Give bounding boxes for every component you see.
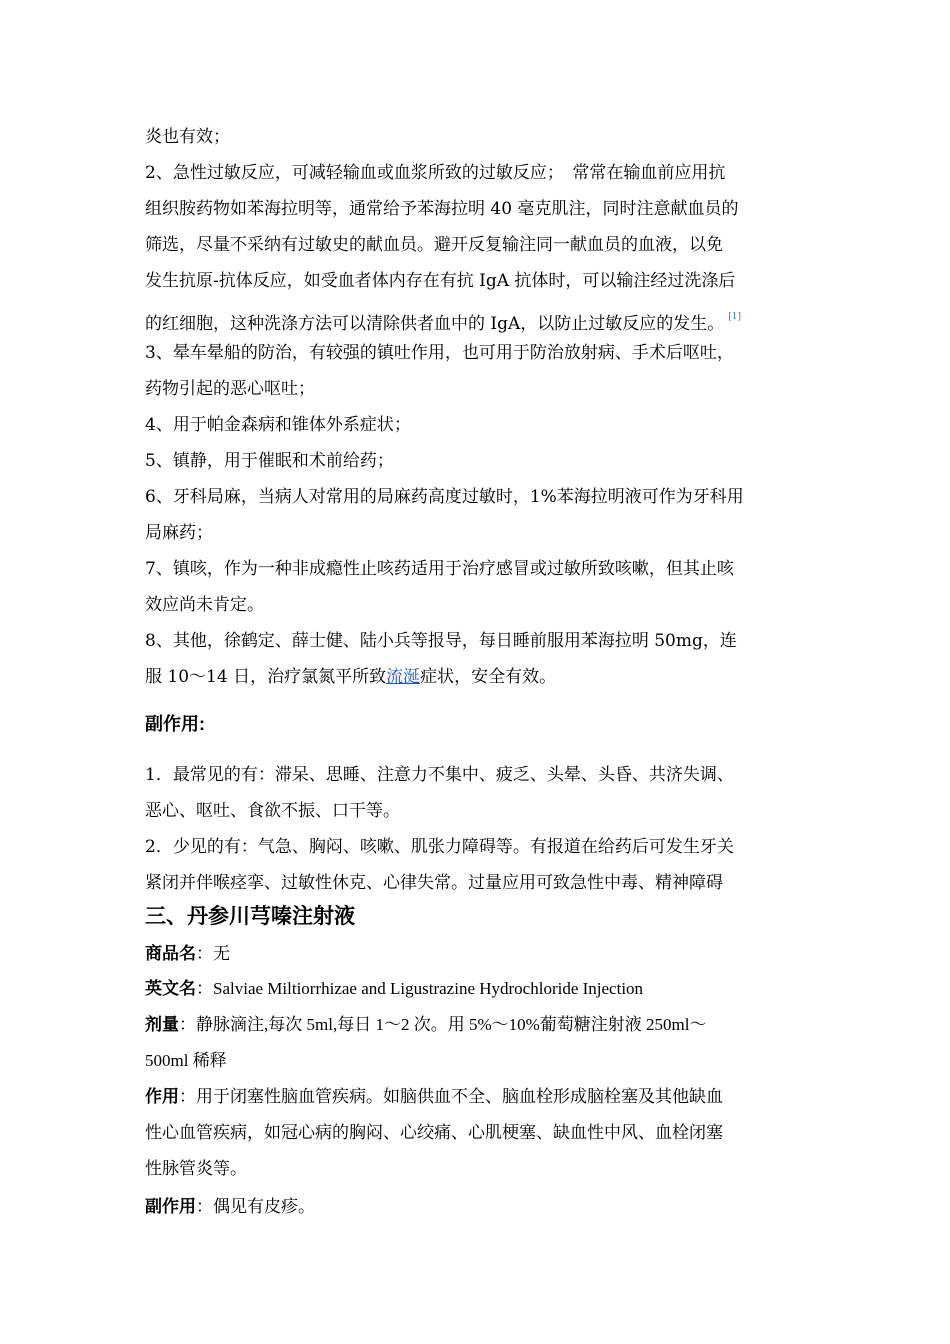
action-line1: ：用于闭塞性脑血管疾病。如脑供血不全、脑血栓形成脑栓塞及其他缺血 — [179, 1087, 723, 1107]
uses-item7-line: 7、镇咳，作为一种非成瘾性止咳药适用于治疗感冒或过敏所致咳嗽，但其止咳 — [145, 559, 734, 579]
uses-item8-line2 — [145, 659, 810, 695]
action-line2: 性心血管疾病，如冠心病的胸闷、心绞痛、心肌梗塞、缺血性中风、血栓闭塞 — [145, 1123, 723, 1143]
uses-section — [145, 119, 810, 695]
uses-item8-text-post: 症状，安全有效。 — [420, 667, 557, 687]
drug3-side-label: 副作用 — [145, 1197, 196, 1216]
uses-item2-last-text: 的红细胞，这种洗涤方法可以清除供者血中的 IgA，以防止过敏反应的发生。 — [145, 314, 725, 334]
uses-item2-line: 筛选，尽量不采纳有过敏史的献血员。避开反复输注同一献血员的血液，以免 — [145, 235, 723, 255]
uses-item6-line: 局麻药； — [145, 523, 213, 543]
action-line3: 性脉管炎等。 — [145, 1159, 247, 1179]
side-effects-item1-line: 恶心、呕吐、食欲不振、口干等。 — [145, 801, 400, 821]
trade-name-value: ：无 — [196, 944, 230, 964]
uses-item7-line: 效应尚未肯定。 — [145, 595, 264, 615]
uses-item1-tail: 炎也有效； — [145, 127, 230, 147]
uses-item3-line: 药物引起的恶心呕吐； — [145, 379, 315, 399]
uses-item6-line: 6、牙科局麻，当病人对常用的局麻药高度过敏时，1%苯海拉明液可作为牙科用 — [145, 487, 744, 507]
citation-ref[interactable]: [1] — [728, 312, 742, 322]
dose-line2: 500ml 稀释 — [145, 1051, 227, 1070]
uses-item4: 4、用于帕金森病和锥体外系症状； — [145, 415, 411, 435]
dose-label: 剂量 — [145, 1015, 179, 1034]
side-effects-heading: 副作用: — [145, 714, 205, 734]
drug3-side-effects — [145, 1189, 810, 1225]
side-effects-item2-line: 紧闭并伴喉痉挛、过敏性休克、心律失常。过量应用可致急性中毒、精神障碍 — [145, 873, 723, 893]
uses-item2-last-line — [145, 299, 810, 335]
drooling-link[interactable]: 流涎 — [386, 667, 421, 687]
drug3-english-name — [145, 971, 810, 1007]
side-effects-section — [145, 757, 810, 901]
uses-item8-line: 8、其他，徐鹤定、薛士健、陆小兵等报导，每日睡前服用苯海拉明 50mg，连 — [145, 631, 737, 651]
english-name-value: ：Salviae Miltiorrhizae and Ligustrazine Hydrochloride Injection — [196, 979, 644, 998]
uses-item3-line: 3、晕车晕船的防治，有较强的镇吐作用，也可用于防治放射病、手术后呕吐， — [145, 343, 734, 363]
side-effects-item2-line: 2．少见的有：气急、胸闷、咳嗽、肌张力障碍等。有报道在给药后可发生牙关 — [145, 837, 734, 857]
drug3-dose — [145, 1007, 810, 1043]
drug3-title: 三、丹参川芎嗪注射液 — [145, 905, 355, 928]
drug3-action — [145, 1079, 810, 1115]
uses-item5: 5、镇静，用于催眠和术前给药； — [145, 451, 394, 471]
english-name-label: 英文名 — [145, 979, 196, 998]
uses-item2-line: 组织胺药物如苯海拉明等，通常给予苯海拉明 40 毫克肌注，同时注意献血员的 — [145, 199, 739, 219]
drug3-trade-name — [145, 936, 810, 972]
uses-item8-text-pre: 服 10～14 日，治疗氯氮平所致 — [145, 667, 387, 687]
drug3-side-value: ：偶见有皮疹。 — [196, 1197, 315, 1217]
action-label: 作用 — [145, 1087, 179, 1106]
dose-line1: ：静脉滴注,每次 5ml,每日 1～2 次。用 5%～10%葡萄糖注射液 250ml～ — [179, 1015, 707, 1034]
uses-item2-line: 发生抗原-抗体反应，如受血者体内存在有抗 IgA 抗体时，可以输注经过洗涤后 — [145, 271, 736, 291]
trade-name-label: 商品名 — [145, 944, 196, 963]
side-effects-item1-line: 1．最常见的有：滞呆、思睡、注意力不集中、疲乏、头晕、头昏、共济失调、 — [145, 765, 734, 785]
uses-item2-line: 2、急性过敏反应，可减轻输血或血浆所致的过敏反应； 常常在输血前应用抗 — [145, 163, 726, 183]
